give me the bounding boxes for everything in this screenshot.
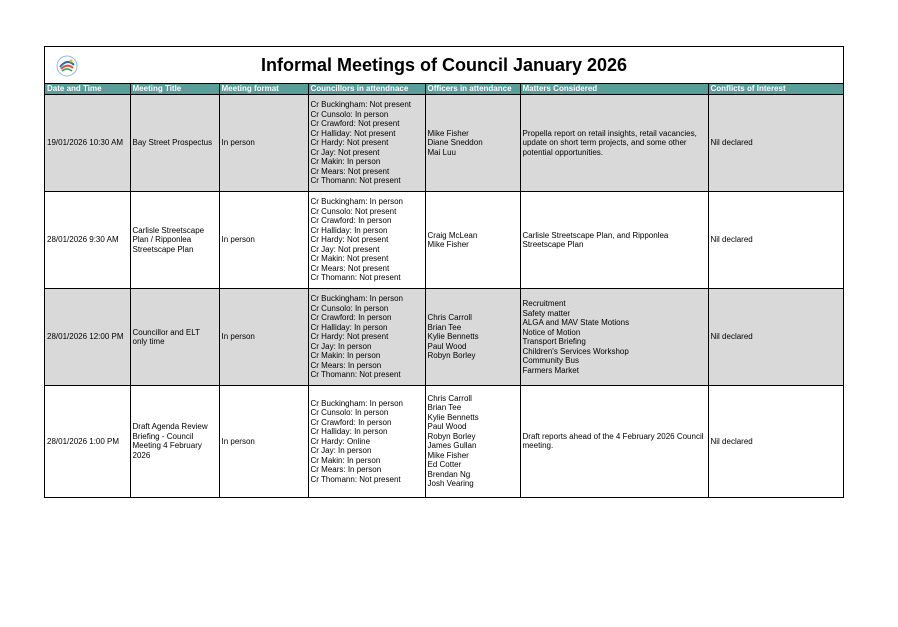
matter-entry: Notice of Motion bbox=[522, 327, 581, 337]
councillor-entry: Cr Halliday: Not present bbox=[310, 128, 396, 138]
column-header-meeting-title: Meeting Title bbox=[130, 84, 219, 95]
table-row bbox=[45, 95, 843, 192]
councillor-entry: Cr Hardy: Not present bbox=[310, 332, 389, 342]
officer-entry: Craig McLean bbox=[427, 230, 478, 240]
date-time-cell: 19/01/2026 10:30 AM bbox=[45, 95, 130, 192]
councillor-entry: Cr Crawford: In person bbox=[310, 417, 392, 427]
officer-entry: Brendan Ng bbox=[427, 469, 471, 479]
document-title: Informal Meetings of Council January 2026 bbox=[260, 55, 628, 75]
officer-entry: Mike Fisher bbox=[427, 128, 469, 138]
councillor-entry: Cr Halliday: In person bbox=[310, 427, 388, 436]
officer-entry: Paul Wood bbox=[427, 422, 467, 432]
conflicts-cell: Nil declared bbox=[708, 289, 843, 386]
matters-cell bbox=[520, 289, 708, 386]
matters-cell bbox=[520, 192, 708, 289]
officer-entry: Ed Cotter bbox=[427, 460, 462, 470]
matter-entry: Propella report on retail insights, retail vacancies, update on short term projects, and some other potential opportunities. bbox=[522, 128, 697, 157]
councillor-entry: Cr Crawford: Not present bbox=[310, 119, 400, 129]
officer-entry: Mai Luu bbox=[427, 147, 456, 157]
meeting-title-cell: Councillor and ELT only time bbox=[130, 289, 219, 386]
officer-entry: Robyn Borley bbox=[427, 431, 476, 441]
meeting-title-cell: Bay Street Prospectus bbox=[130, 95, 219, 192]
matter-entry: Recruitment bbox=[522, 299, 566, 308]
meetings-document bbox=[44, 46, 844, 498]
officers-cell bbox=[425, 386, 520, 497]
title-bar bbox=[45, 47, 843, 84]
officers-cell bbox=[425, 192, 520, 289]
matter-entry: Farmers Market bbox=[522, 365, 579, 375]
councillor-entry: Cr Mears: Not present bbox=[310, 166, 390, 176]
councillor-entry: Cr Buckingham: Not present bbox=[310, 100, 411, 110]
councillor-entry: Cr Crawford: In person bbox=[310, 216, 392, 226]
officer-entry: Robyn Borley bbox=[427, 351, 476, 361]
matter-entry: Transport Briefing bbox=[522, 337, 586, 346]
date-time-cell: 28/01/2026 12:00 PM bbox=[45, 289, 130, 386]
councillors-cell bbox=[308, 95, 425, 192]
councillor-entry: Cr Makin: In person bbox=[310, 157, 381, 167]
councillor-entry: Cr Hardy: Online bbox=[310, 436, 371, 446]
officers-cell bbox=[425, 95, 520, 192]
councillor-entry: Cr Makin: In person bbox=[310, 455, 381, 465]
councillor-entry: Cr Thomann: Not present bbox=[310, 474, 401, 484]
officer-entry: Kylie Bennetts bbox=[427, 412, 479, 422]
meeting-format-cell: In person bbox=[219, 192, 308, 289]
matters-cell bbox=[520, 95, 708, 192]
date-time-cell: 28/01/2026 1:00 PM bbox=[45, 386, 130, 497]
councillor-entry: Cr Jay: Not present bbox=[310, 147, 380, 157]
matter-entry: Safety matter bbox=[522, 308, 571, 318]
matter-entry: Community Bus bbox=[522, 356, 579, 365]
column-header-meeting-format: Meeting format bbox=[219, 84, 308, 95]
officer-entry: Kylie Bennetts bbox=[427, 332, 479, 342]
officer-entry: Chris Carroll bbox=[427, 393, 472, 403]
officer-entry: Mike Fisher bbox=[427, 450, 469, 460]
column-header-matters: Matters Considered bbox=[520, 84, 708, 95]
meeting-format-cell: In person bbox=[219, 386, 308, 497]
meeting-title-cell: Carlisle Streetscape Plan / Ripponlea Streetscape Plan bbox=[130, 192, 219, 289]
officer-entry: Brian Tee bbox=[427, 403, 462, 413]
councillor-entry: Cr Buckingham: In person bbox=[310, 398, 403, 408]
councillor-entry: Cr Buckingham: In person bbox=[310, 197, 403, 207]
councillor-entry: Cr Thomann: Not present bbox=[310, 370, 401, 380]
meetings-table bbox=[45, 84, 843, 497]
column-header-date-time: Date and Time bbox=[45, 84, 130, 95]
officers-cell bbox=[425, 289, 520, 386]
table-row bbox=[45, 192, 843, 289]
conflicts-cell: Nil declared bbox=[708, 192, 843, 289]
officer-entry: Paul Wood bbox=[427, 341, 467, 351]
officer-entry: James Gullan bbox=[427, 441, 477, 451]
column-header-officers: Officers in attendance bbox=[425, 84, 520, 95]
councillors-cell bbox=[308, 386, 425, 497]
councillor-entry: Cr Makin: Not present bbox=[310, 254, 389, 264]
councillor-entry: Cr Buckingham: In person bbox=[310, 294, 403, 304]
conflicts-cell: Nil declared bbox=[710, 436, 753, 446]
councillor-entry: Cr Makin: In person bbox=[310, 351, 381, 361]
councillor-entry: Cr Mears: In person bbox=[310, 465, 382, 474]
matter-entry: ALGA and MAV State Motions bbox=[522, 318, 630, 327]
councillor-entry: Cr Cunsolo: In person bbox=[310, 109, 389, 119]
councillor-entry: Cr Jay: In person bbox=[310, 341, 372, 351]
councillor-entry: Cr Halliday: In person bbox=[310, 225, 388, 235]
date-time-cell: 28/01/2026 9:30 AM bbox=[45, 192, 130, 289]
meeting-title-cell: Draft Agenda Review Briefing - Council Meeting 4 February 2026 bbox=[130, 386, 219, 497]
matters-cell bbox=[520, 386, 708, 497]
column-header-councillors: Councillors in attendnace bbox=[308, 84, 425, 95]
councillor-entry: Cr Jay: Not present bbox=[310, 244, 380, 254]
councillor-entry: Cr Mears: Not present bbox=[310, 263, 390, 273]
councillors-cell bbox=[308, 192, 425, 289]
councillor-entry: Cr Cunsolo: In person bbox=[310, 303, 389, 313]
conflicts-cell: Nil declared bbox=[708, 95, 843, 192]
councillor-entry: Cr Thomann: Not present bbox=[310, 176, 401, 186]
table-header-row bbox=[45, 84, 843, 95]
matter-entry: Draft reports ahead of the 4 February 2026 Council meeting. bbox=[522, 431, 704, 451]
column-header-conflicts: Conflicts of Interest bbox=[708, 84, 843, 95]
officer-entry: Mike Fisher bbox=[427, 240, 469, 249]
councillor-entry: Cr Hardy: Not present bbox=[310, 138, 389, 148]
meeting-format-cell: In person bbox=[219, 289, 308, 386]
councillor-entry: Cr Halliday: In person bbox=[310, 322, 388, 332]
matter-entry: Children's Services Workshop bbox=[522, 346, 629, 356]
councillor-entry: Cr Jay: In person bbox=[310, 446, 372, 455]
meeting-format-cell: In person bbox=[219, 95, 308, 192]
table-row bbox=[45, 289, 843, 386]
officer-entry: Diane Sneddon bbox=[427, 138, 483, 148]
councillor-entry: Cr Crawford: In person bbox=[310, 313, 392, 323]
councillor-entry: Cr Mears: In person bbox=[310, 360, 382, 370]
councillor-entry: Cr Hardy: Not present bbox=[310, 235, 389, 245]
councillor-entry: Cr Cunsolo: In person bbox=[310, 408, 389, 417]
officer-entry: Josh Vearing bbox=[427, 479, 474, 489]
officer-entry: Chris Carroll bbox=[427, 313, 472, 323]
councillor-entry: Cr Thomann: Not present bbox=[310, 273, 401, 283]
table-row bbox=[45, 386, 843, 497]
councillors-cell bbox=[308, 289, 425, 386]
matter-entry: Carlisle Streetscape Plan, and Ripponlea Streetscape Plan bbox=[522, 230, 669, 249]
officer-entry: Brian Tee bbox=[427, 322, 462, 332]
councillor-entry: Cr Cunsolo: Not present bbox=[310, 206, 397, 216]
